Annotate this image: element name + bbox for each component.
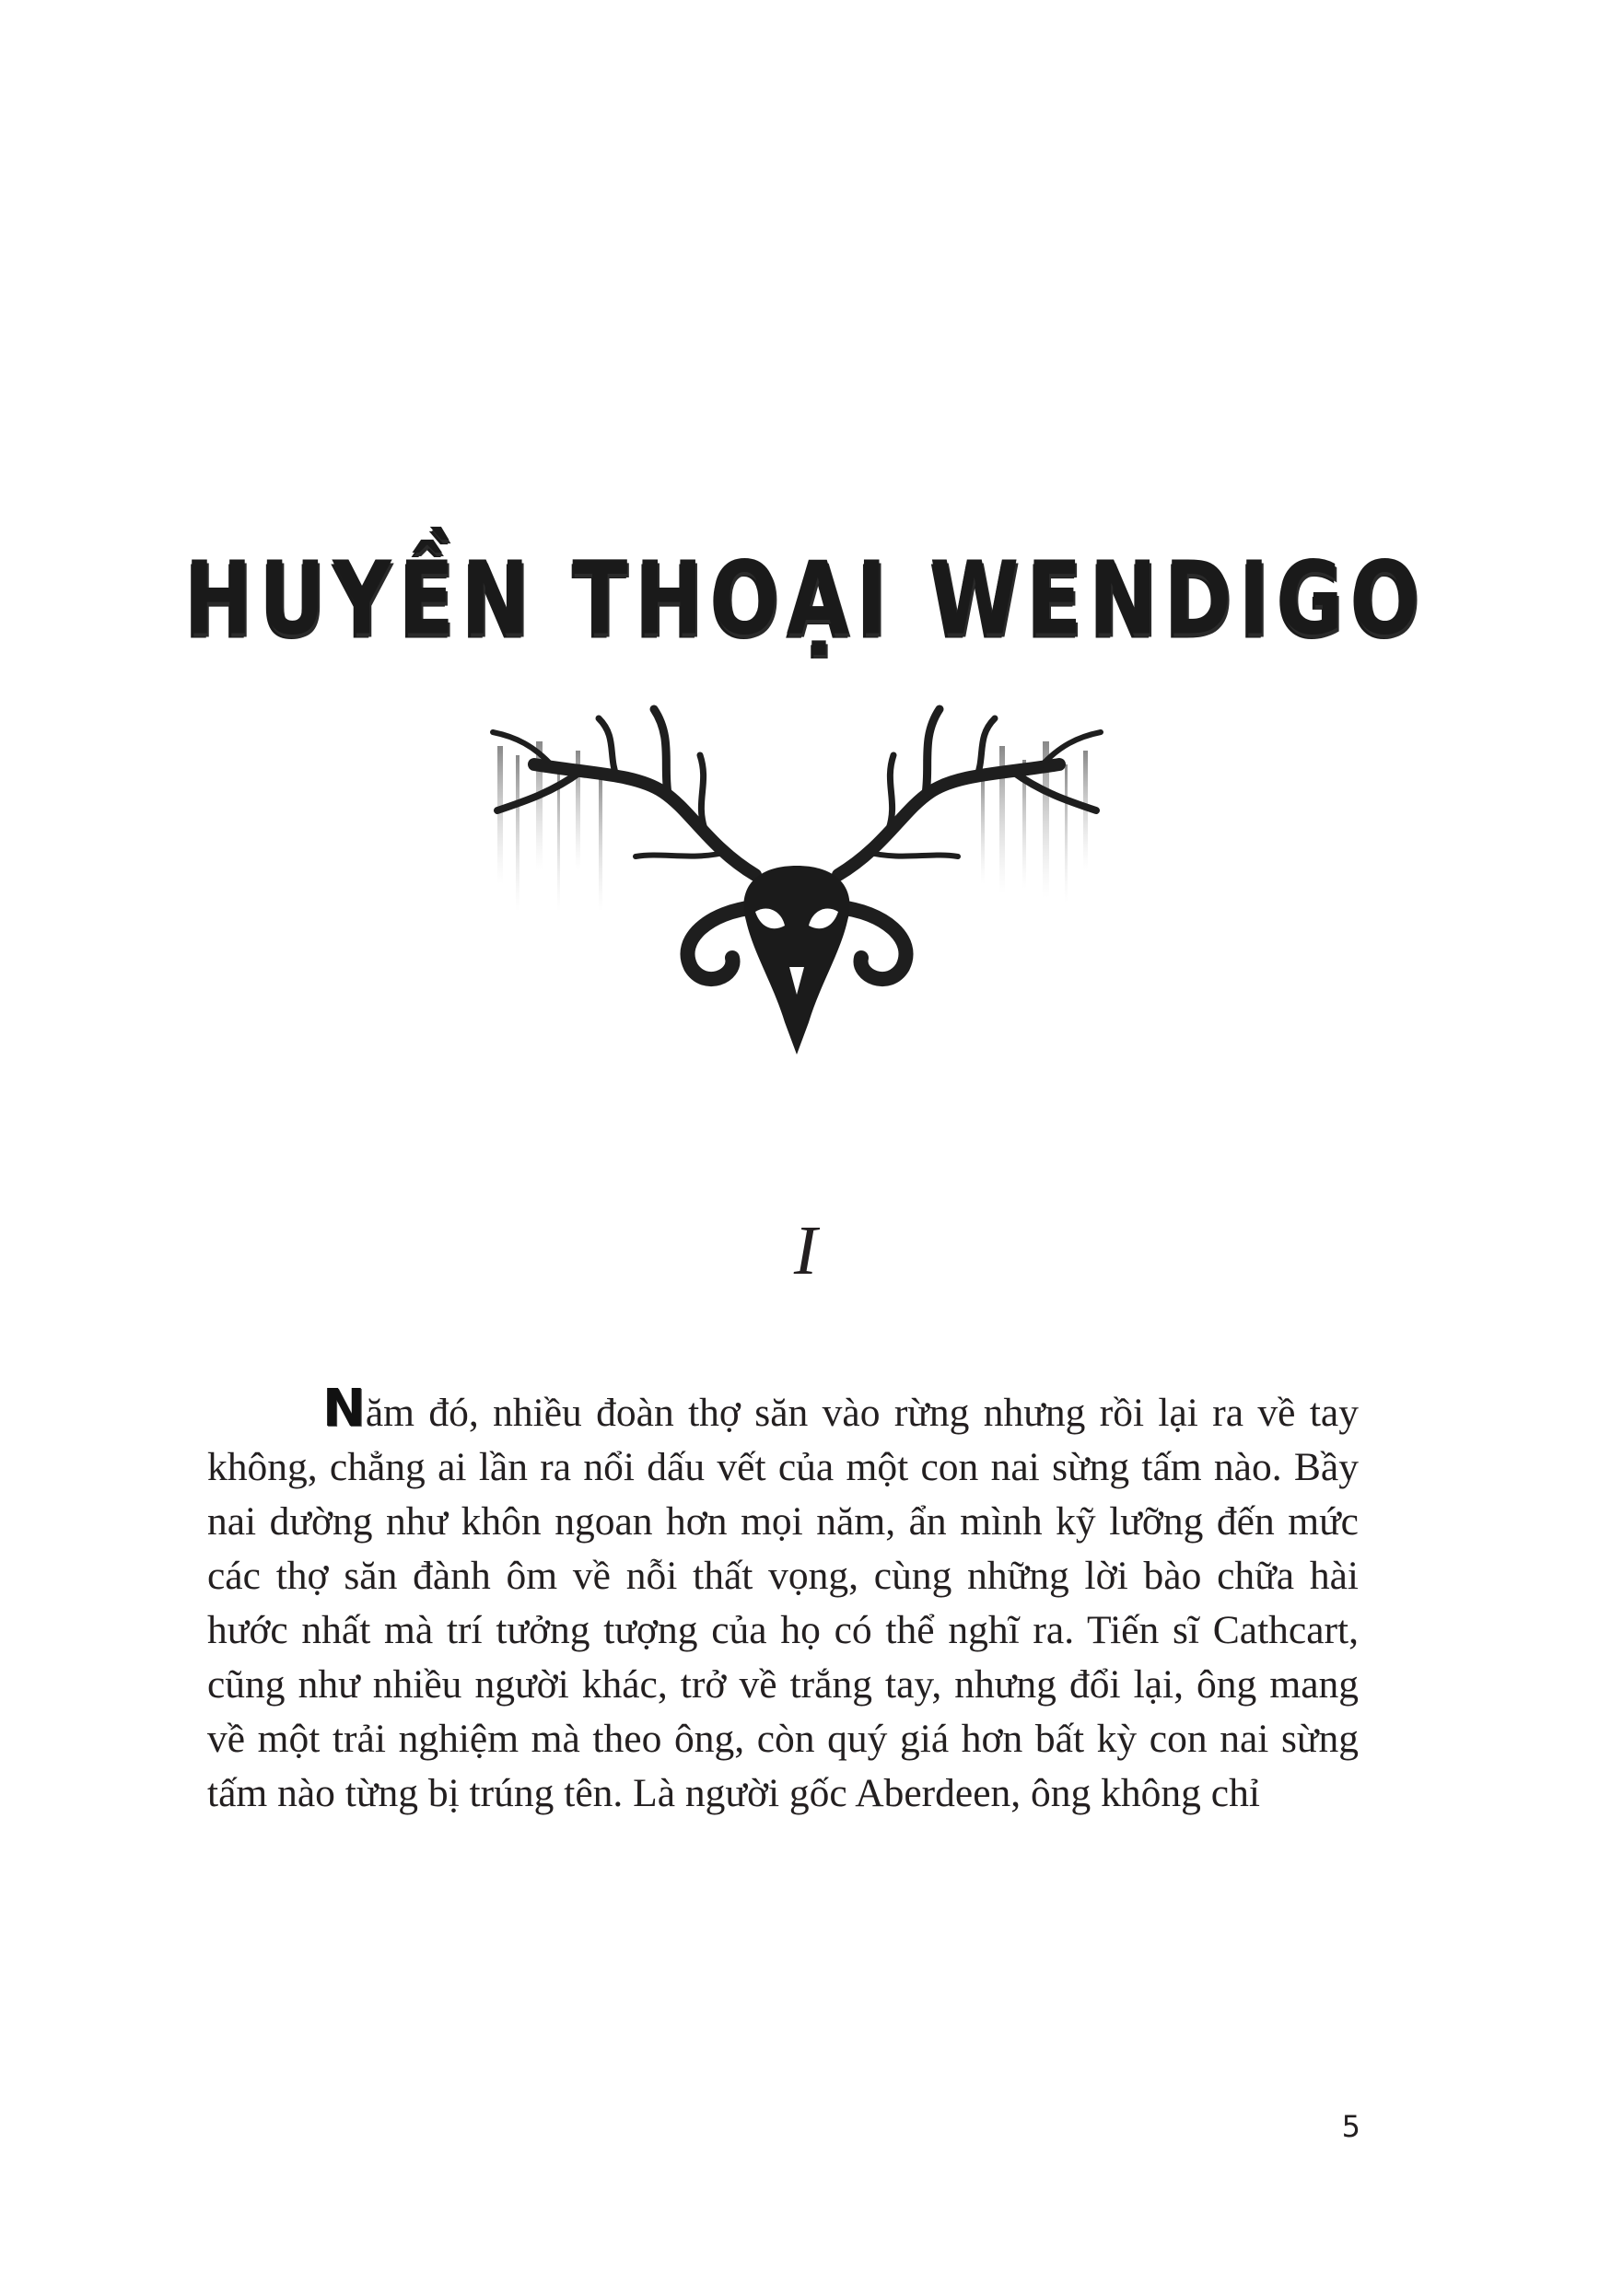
- page-number: 5: [1341, 2109, 1360, 2144]
- chapter-title: HUYỀN THOẠI WENDIGO: [184, 539, 1427, 658]
- section-numeral: I: [793, 1212, 818, 1289]
- paragraph-text: ăm đó, nhiều đoàn thợ săn vào rừng nhưng rồi lại ra về tay không, chẳng ai lần ra nổi dấu vết của một con nai sừng tấm nào. Bầy nai dường như khôn ngoan hơn mọi năm, ẩn mình kỹ lưỡng đến mức các thợ săn đành ôm về nỗi thất vọng, cùng những lời bào chữa hài hước nhất mà trí tưởng tượng của họ có thể nghĩ ra. Tiến sĩ Cathcart, cũng như nhiều người khác, trở về trắng tay, nhưng đổi lại, ông mang về một trải nghiệm mà theo ông, còn quý giá hơn bất kỳ con nai sừng tấm nào từng bị trúng tên. Là người gốc Aberdeen, ông không chỉ: [207, 1391, 1359, 1815]
- antlered-skull-icon: [479, 691, 1115, 1059]
- drop-cap: N: [322, 1379, 366, 1439]
- body-paragraph: [207, 1381, 1359, 1821]
